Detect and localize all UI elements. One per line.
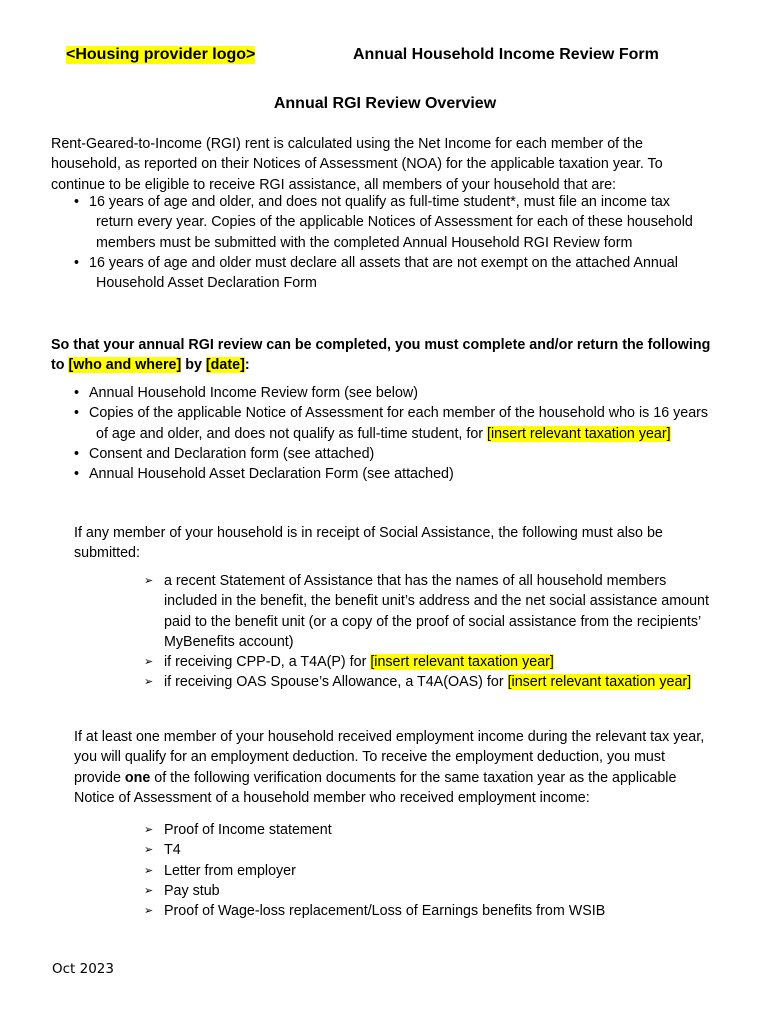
arrow-bullet-icon: ➢ xyxy=(144,675,154,689)
list-item: • Copies of the applicable Notice of Assessment for each member of the household who is 16 years of age and older, and does not qualify as full-time student, for [insert relevant taxation year] xyxy=(74,405,709,442)
requirements-heading: So that your annual RGI review can be completed, you must complete and/or return the following to [who and where] by [date]: xyxy=(51,337,711,374)
employment-documents-list xyxy=(144,820,714,921)
taxation-year-placeholder: [insert relevant taxation year] xyxy=(507,674,692,691)
social-assistance-intro: If any member of your household is in receipt of Social Assistance, the following must also be submitted: xyxy=(74,525,663,562)
taxation-year-placeholder: [insert relevant taxation year] xyxy=(487,425,671,442)
list-item: ➢ Proof of Income statement xyxy=(144,820,714,840)
list-item: ➢ T4 xyxy=(144,840,714,860)
list-item: ➢ a recent Statement of Assistance that has the names of all household members included in the benefit, the benefit unit’s address and the net social assistance amount paid to the benefit unit (or a copy of the proof of social assistance from the recipients’ MyBenefits account) xyxy=(144,573,709,650)
arrow-bullet-icon: ➢ xyxy=(144,883,154,897)
list-item: ➢ Proof of Wage-loss replacement/Loss of Earnings benefits from WSIB xyxy=(144,901,714,921)
date-placeholder: [date] xyxy=(205,357,245,374)
section-title: Annual RGI Review Overview xyxy=(273,95,497,112)
arrow-bullet-icon: ➢ xyxy=(144,823,154,836)
arrow-bullet-icon: ➢ xyxy=(144,655,154,669)
list-item: ➢ if receiving CPP-D, a T4A(P) for [insert relevant taxation year] xyxy=(144,652,714,672)
employment-intro: If at least one member of your household received employment income during the relevant tax year, you will qualify for an employment deduction. To receive the employment deduction, you must provide one of the following verification documents for the same taxation year as the applicable Notice of Assessment of a household member who received employment income: xyxy=(74,729,705,806)
arrow-bullet-icon: ➢ xyxy=(144,574,154,587)
social-assistance-list xyxy=(144,571,714,693)
list-item: • Annual Household Income Review form (see below) xyxy=(74,385,418,401)
requirements-list xyxy=(51,383,721,484)
list-item: ➢ if receiving OAS Spouse’s Allowance, a T4A(OAS) for [insert relevant taxation year] xyxy=(144,672,714,692)
page-header xyxy=(66,46,704,68)
arrow-bullet-icon: ➢ xyxy=(144,843,154,857)
logo-placeholder: <Housing provider logo> xyxy=(66,46,256,63)
form-title: Annual Household Income Review Form xyxy=(353,46,659,63)
list-item: • Consent and Declaration form (see attached) xyxy=(74,445,375,462)
eligibility-list xyxy=(51,192,711,293)
intro-paragraph: Rent-Geared-to-Income (RGI) rent is calculated using the Net Income for each member of the household, as reported on their Notices of Assessment (NOA) for the applicable taxation year. To continue to be eligible to receive RGI assistance, all members of your household that are: xyxy=(51,136,663,193)
taxation-year-placeholder: [insert relevant taxation year] xyxy=(370,654,554,671)
list-item: • 16 years of age and older, and does not qualify as full-time student*, must file an income tax return every year. Copies of the applicable Notices of Assessment for each of these household members must be submitted with the completed Annual Household RGI Review form xyxy=(74,194,693,251)
arrow-bullet-icon: ➢ xyxy=(144,904,154,918)
footer-date: Oct 2023 xyxy=(52,961,114,977)
list-item: • Annual Household Asset Declaration Form (see attached) xyxy=(74,466,454,483)
arrow-bullet-icon: ➢ xyxy=(144,863,154,877)
list-item: ➢ Letter from employer xyxy=(144,861,714,881)
list-item: ➢ Pay stub xyxy=(144,881,714,901)
list-item: • 16 years of age and older must declare all assets that are not exempt on the attached Annual Household Asset Declaration Form xyxy=(74,254,678,292)
who-where-placeholder: [who and where] xyxy=(68,357,182,374)
